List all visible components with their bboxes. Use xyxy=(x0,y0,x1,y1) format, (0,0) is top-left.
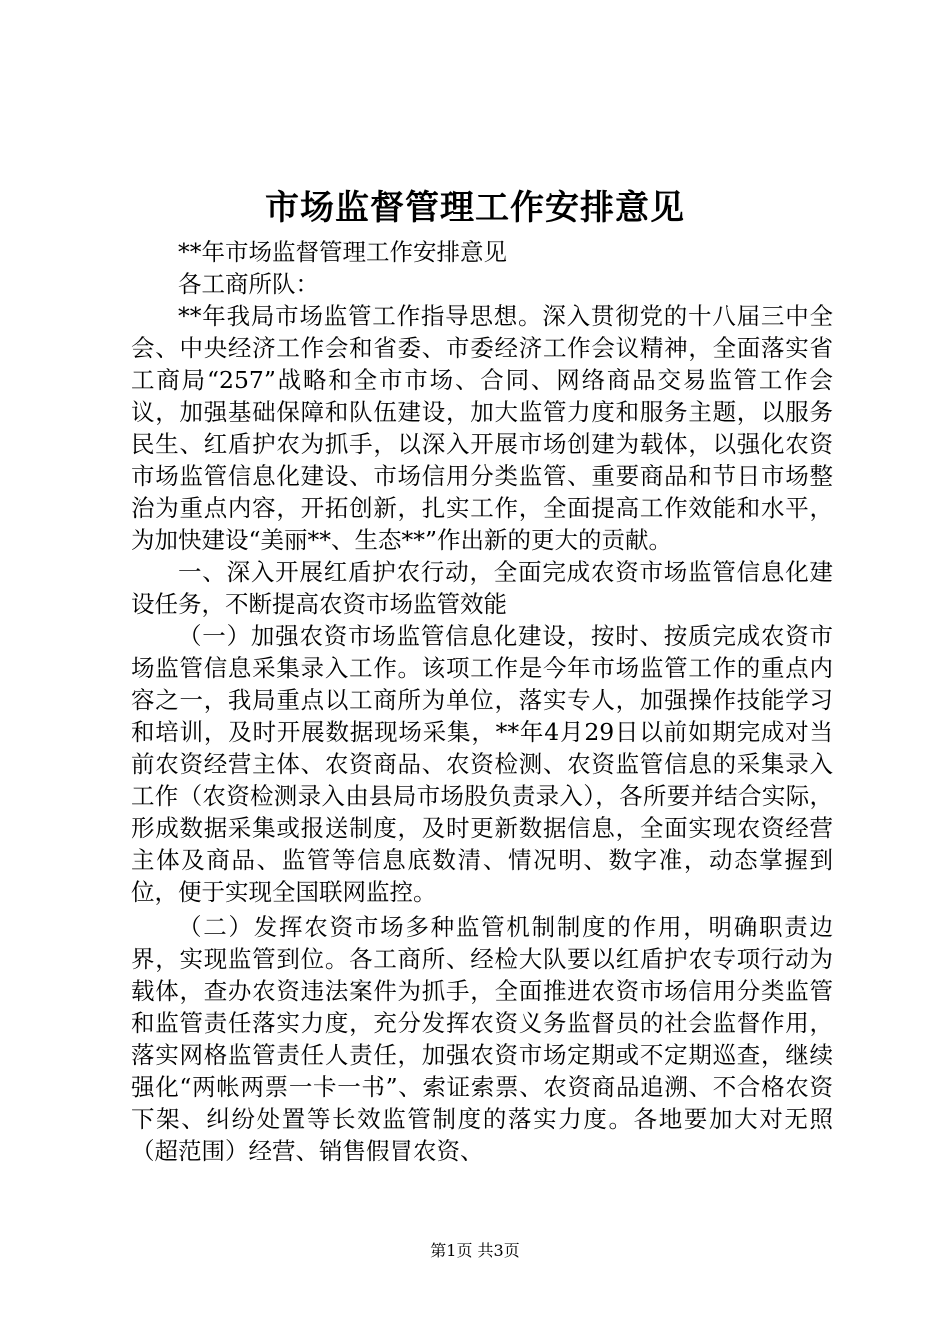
paragraph-item-one: （一）加强农资市场监管信息化建设，按时、按质完成农资市场监管信息采集录入工作。该项工作是今年市场监管工作的重点内容之一，我局重点以工商所为单位，落实专人，加强操作技能学习和培训，及时开展数据现场采集，**年4月29日以前如期完成对当前农资经营主体、农资商品、农资检测、农资监管信息的采集录入工作（农资检测录入由县局市场股负责录入），各所要并结合实际，形成数据采集或报送制度，及时更新数据信息，全面实现农资经营主体及商品、监管等信息底数清、情况明、数字准，动态掌握到位，便于实现全国联网监控。 xyxy=(131,622,833,906)
paragraph-section-one-heading: 一、深入开展红盾护农行动，全面完成农资市场监管信息化建设任务，不断提高农资市场监管效能 xyxy=(131,558,833,618)
page-footer: 第1页 共3页 xyxy=(430,1241,520,1260)
paragraph-salutation: 各工商所队： xyxy=(178,270,319,298)
paragraph-subtitle: **年市场监督管理工作安排意见 xyxy=(178,238,507,266)
document-title: 市场监督管理工作安排意见 xyxy=(265,188,685,228)
paragraph-guiding-thought: **年我局市场监管工作指导思想。深入贯彻党的十八届三中全会、中央经济工作会和省委、市委经济工作会议精神，全面落实省工商局“257”战略和全市市场、合同、网络商品交易监管工作会议，加强基础保障和队伍建设，加大监管力度和服务主题，以服务民生、红盾护农为抓手，以深入开展市场创建为载体，以强化农资市场监管信息化建设、市场信用分类监管、重要商品和节日市场整治为重点内容，开拓创新，扎实工作，全面提高工作效能和水平，为加快建设“美丽**、生态**”作出新的更大的贡献。 xyxy=(131,302,833,554)
document-body xyxy=(131,236,833,1167)
paragraph-item-two: （二）发挥农资市场多种监管机制制度的作用，明确职责边界，实现监管到位。各工商所、经检大队要以红盾护农专项行动为载体，查办农资违法案件为抓手，全面推进农资市场信用分类监管和监管责任落实力度，充分发挥农资义务监督员的社会监督作用，落实网格监管责任人责任，加强农资市场定期或不定期巡查，继续强化“两帐两票一卡一书”、索证索票、农资商品追溯、不合格农资下架、纠纷处置等长效监管制度的落实力度。各地要加大对无照（超范围）经营、销售假冒农资、 xyxy=(131,913,833,1165)
